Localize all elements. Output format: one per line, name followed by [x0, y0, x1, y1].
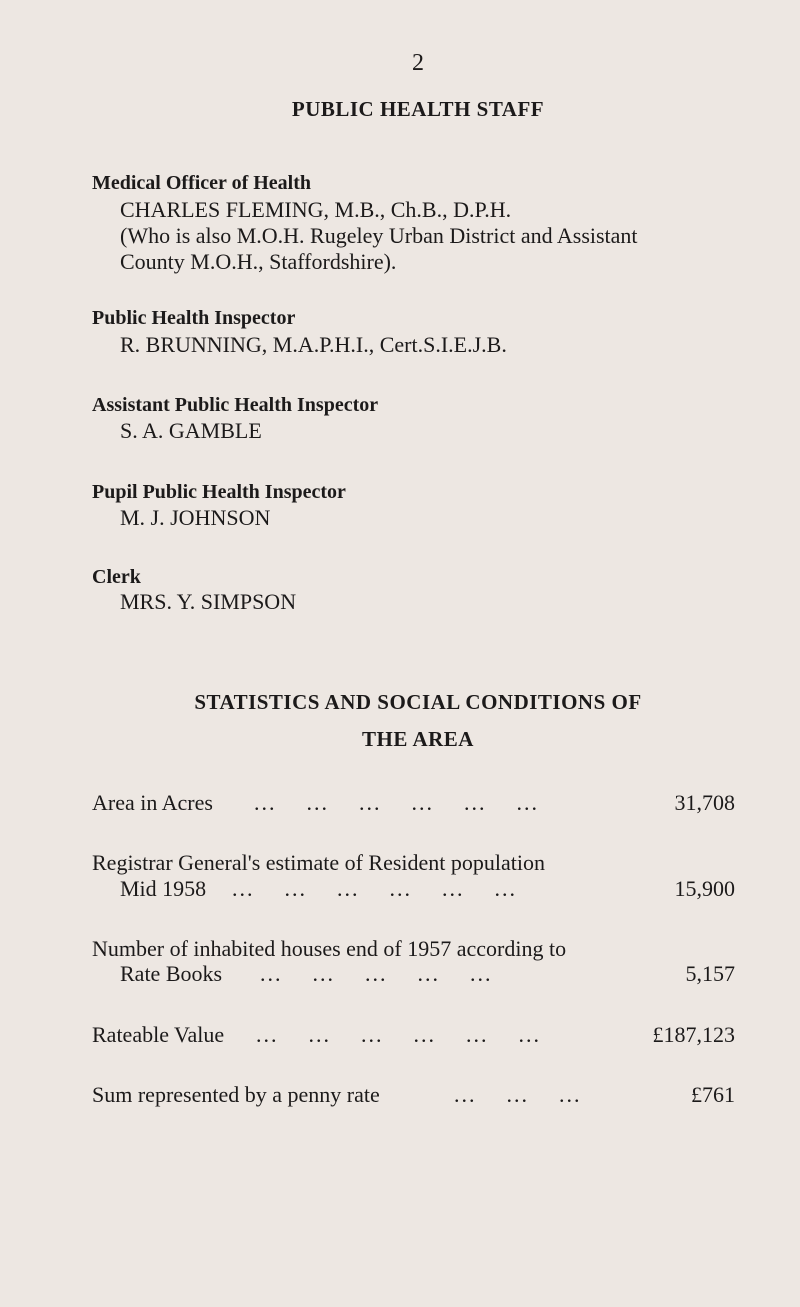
staff-role: Medical Officer of Health: [92, 172, 312, 194]
staff-name: S. A. GAMBLE: [120, 418, 262, 443]
staff-role: Pupil Public Health Inspector: [92, 481, 346, 503]
staff-heading: PUBLIC HEALTH STAFF: [291, 97, 545, 121]
stat-label: Rateable Value: [92, 1022, 225, 1047]
stat-label: Number of inhabited houses end of 1957 according to: [92, 936, 567, 961]
stat-value: £761: [691, 1082, 735, 1107]
leader-dots: ... ... ... ... ... ...: [256, 1022, 541, 1047]
stats-heading-line2: THE AREA: [362, 727, 474, 751]
stat-value: 15,900: [674, 876, 735, 901]
stat-label: Sum represented by a penny rate: [92, 1082, 380, 1107]
staff-role: Clerk: [92, 566, 141, 588]
page-number: 2: [412, 50, 424, 76]
staff-note: (Who is also M.O.H. Rugeley Urban District and Assistant: [120, 223, 638, 248]
staff-name: CHARLES FLEMING, M.B., Ch.B., D.P.H.: [120, 197, 512, 222]
leader-dots: ... ... ... ... ... ...: [254, 790, 539, 815]
staff-role: Public Health Inspector: [92, 307, 296, 329]
stats-heading: STATISTICS AND SOCIAL CONDITIONS OF: [194, 690, 642, 714]
leader-dots: ... ... ...: [454, 1082, 582, 1107]
staff-role: Assistant Public Health Inspector: [92, 394, 379, 416]
stat-label-cont: Mid 1958: [120, 876, 207, 901]
leader-dots: ... ... ... ... ...: [260, 961, 493, 986]
staff-name: M. J. JOHNSON: [120, 505, 271, 530]
stat-value: 31,708: [674, 790, 735, 815]
staff-name: R. BRUNNING, M.A.P.H.I., Cert.S.I.E.J.B.: [120, 332, 507, 357]
stat-label-cont: Rate Books: [120, 961, 223, 986]
stat-label: Area in Acres: [92, 790, 213, 815]
stat-value: £187,123: [652, 1022, 735, 1047]
stat-value: 5,157: [685, 961, 735, 986]
leader-dots: ... ... ... ... ... ...: [232, 876, 517, 901]
stat-label: Registrar General's estimate of Resident population: [92, 850, 546, 875]
staff-note: County M.O.H., Staffordshire).: [120, 249, 397, 274]
staff-name: MRS. Y. SIMPSON: [120, 589, 297, 614]
